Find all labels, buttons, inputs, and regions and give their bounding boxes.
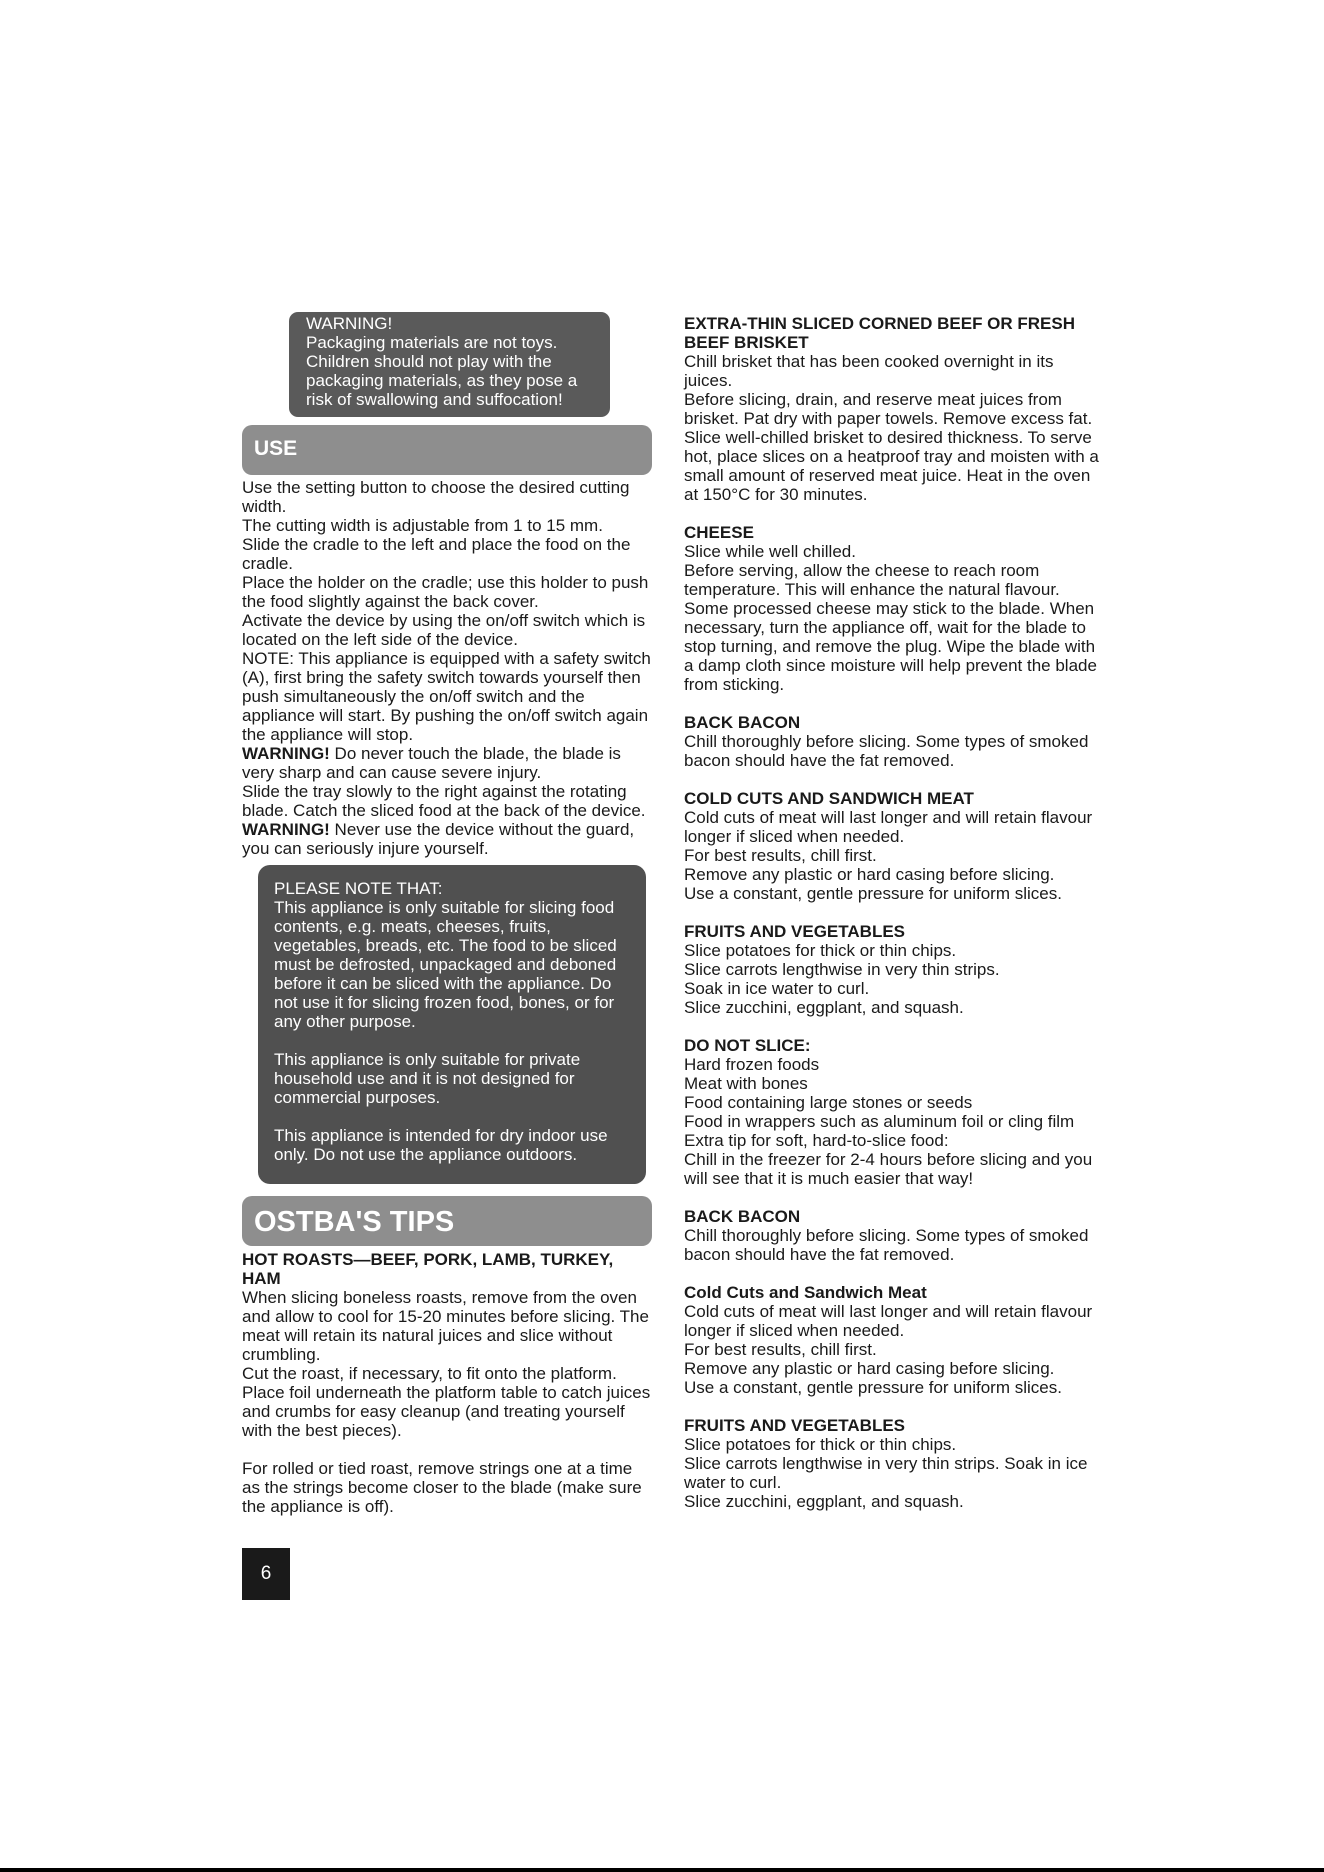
tips-paragraph: For rolled or tied roast, remove strings one at a time as the strings become closer to the blade (make sure the appliance is off). [242, 1459, 642, 1516]
tips-section [684, 1207, 1104, 1264]
tips-section [684, 314, 1104, 504]
left-column [242, 312, 654, 1516]
note-paragraph: This appliance is only suitable for slicing food contents, e.g. meats, cheeses, fruits, vegetables, breads, etc. The food to be sliced must be defrosted, unpackaged and deboned before it can be sliced with the appliance. Do not use it for slicing frozen food, bones, or for any other purpose. [274, 898, 617, 1031]
blade-warning [242, 744, 654, 782]
tips-section [684, 1416, 1104, 1511]
use-paragraph: Slide the tray slowly to the right against the rotating blade. Catch the sliced food at the back of the device. [242, 782, 646, 820]
tips-section-line: Remove any plastic or hard casing before slicing. [684, 1359, 1055, 1378]
use-paragraph: Place the holder on the cradle; use this holder to push the food slightly against the back cover. [242, 573, 649, 611]
warning-label: WARNING! [242, 744, 330, 763]
tips-paragraph: Cut the roast, if necessary, to fit onto the platform. Place foil underneath the platform table to catch juices and crumbs for easy cleanup (and treating yourself with the best pieces). [242, 1364, 651, 1440]
tips-section-title: BACK BACON [684, 713, 801, 732]
packaging-warning-box [289, 312, 610, 417]
tips-section-line: Use a constant, gentle pressure for uniform slices. [684, 884, 1062, 903]
use-paragraph: Use the setting button to choose the desired cutting width. [242, 478, 630, 516]
use-paragraph: The cutting width is adjustable from 1 to 15 mm. [242, 516, 603, 535]
use-section-heading: USE [242, 425, 652, 475]
tips-section-title: CHEESE [684, 523, 754, 542]
tips-section-title: EXTRA-THIN SLICED CORNED BEEF OR FRESH BEEF BRISKET [684, 314, 1076, 352]
tips-section-line: Chill thoroughly before slicing. Some types of smoked [684, 1226, 1089, 1245]
bottom-rule [0, 1868, 1324, 1872]
use-paragraph: Slide the cradle to the left and place the food on the cradle. [242, 535, 631, 573]
tips-section-title: COLD CUTS AND SANDWICH MEAT [684, 789, 974, 808]
hot-roasts-title: HOT ROASTS—BEEF, PORK, LAMB, TURKEY, HAM [242, 1250, 614, 1288]
right-column [684, 314, 1104, 1530]
tips-section-line: Slice zucchini, eggplant, and squash. [684, 1492, 964, 1511]
tips-section-line: Hard frozen foods [684, 1055, 820, 1074]
tips-section-line: Soak in ice water to curl. [684, 979, 870, 998]
note-title [274, 879, 630, 1031]
warning-text: Never use the device without the guard, you can seriously injure yourself. [242, 820, 635, 858]
tips-section-line: For best results, chill first. [684, 846, 877, 865]
tips-section-line: Before serving, allow the cheese to reach room temperature. This will enhance the natural flavour. Some processed cheese may stick to the blade. When necessary, turn the appliance off, wait for the blade to stop turning, and remove the plug. Wipe the blade with a damp cloth since moisture will help prevent the blade from sticking. [684, 561, 1097, 694]
use-paragraph: Activate the device by using the on/off switch which is located on the left side of the device. [242, 611, 646, 649]
note-paragraph: This appliance is intended for dry indoor use only. Do not use the appliance outdoors. [274, 1126, 608, 1164]
tips-section-body [242, 1250, 654, 1516]
tips-section [684, 922, 1104, 1017]
tips-section-line: Use a constant, gentle pressure for uniform slices. [684, 1378, 1062, 1397]
tips-section [684, 713, 1104, 770]
tips-section-line: Before slicing, drain, and reserve meat juices from brisket. Pat dry with paper towels. Remove excess fat. Slice well-chilled brisket to desired thickness. To serve hot, place slices on a heatproof tray and moisten with a small amount of reserved meat juice. Heat in the oven at 150°C for 30 minutes. [684, 390, 1099, 504]
tips-section-line: Chill brisket that has been cooked overnight in its juices. [684, 352, 1054, 390]
tips-section-line: Chill in the freezer for 2-4 hours before slicing and you will see that it is much easier that way! [684, 1150, 1093, 1188]
tips-section-line: Cold cuts of meat will last longer and will retain flavour longer if sliced when needed. [684, 808, 1093, 846]
tips-section-line: Food containing large stones or seeds [684, 1093, 973, 1112]
tips-section-line: Slice potatoes for thick or thin chips. [684, 941, 957, 960]
tips-section-line: Slice potatoes for thick or thin chips. [684, 1435, 957, 1454]
tips-section-line: Chill thoroughly before slicing. Some types of smoked bacon should have the fat removed. [684, 732, 1089, 770]
tips-section [684, 789, 1104, 903]
tips-section-line: Slice carrots lengthwise in very thin strips. [684, 960, 1000, 979]
note-title-text: PLEASE NOTE THAT: [274, 879, 443, 898]
tips-section-line: Food in wrappers such as aluminum foil or cling film [684, 1112, 1075, 1131]
page-number: 6 [242, 1548, 290, 1600]
tips-section-title: FRUITS AND VEGETABLES [684, 1416, 906, 1435]
tips-section-heading: OSTBA'S TIPS [242, 1196, 652, 1246]
tips-section [684, 523, 1104, 694]
tips-section-line: Slice while well chilled. [684, 542, 856, 561]
use-section-body [242, 478, 654, 858]
guard-warning [242, 820, 654, 858]
tips-section-line: Cold cuts of meat will last longer and will retain flavour longer if sliced when needed. [684, 1302, 1093, 1340]
tips-section-line: Slice carrots lengthwise in very thin strips. Soak in ice water to curl. [684, 1454, 1088, 1492]
tips-section-line: Meat with bones [684, 1074, 808, 1093]
warning-text: Do never touch the blade, the blade is very sharp and can cause severe injury. [242, 744, 621, 782]
tips-section-line: Extra tip for soft, hard-to-slice food: [684, 1131, 949, 1150]
tips-section-title: FRUITS AND VEGETABLES [684, 922, 906, 941]
note-paragraph: This appliance is only suitable for private household use and it is not designed for commercial purposes. [274, 1050, 581, 1107]
tips-section [684, 1036, 1104, 1188]
please-note-box [258, 865, 646, 1184]
warning-box-text: Packaging materials are not toys. Children should not play with the packaging materials, as they pose a risk of swallowing and suffocation! [306, 333, 578, 409]
tips-section-title: BACK BACON [684, 1207, 801, 1226]
tips-section-line: For best results, chill first. [684, 1340, 877, 1359]
warning-box-title: WARNING! [306, 314, 393, 333]
tips-paragraph: When slicing boneless roasts, remove from the oven and allow to cool for 15-20 minutes before slicing. The meat will retain its natural juices and slice without crumbling. [242, 1288, 649, 1364]
warning-label: WARNING! [242, 820, 330, 839]
tips-section-line: Slice zucchini, eggplant, and squash. [684, 998, 964, 1017]
tips-section-line: bacon should have the fat removed. [684, 1245, 955, 1264]
tips-section-title: DO NOT SLICE: [684, 1036, 811, 1055]
tips-section [684, 1283, 1104, 1397]
use-note-paragraph: NOTE: This appliance is equipped with a safety switch (A), first bring the safety switch towards yourself then push simultaneously the on/off switch and the appliance will start. By pushing the on/off switch again the appliance will stop. [242, 649, 651, 744]
tips-section-title: Cold Cuts and Sandwich Meat [684, 1283, 927, 1302]
tips-section-line: Remove any plastic or hard casing before slicing. [684, 865, 1055, 884]
